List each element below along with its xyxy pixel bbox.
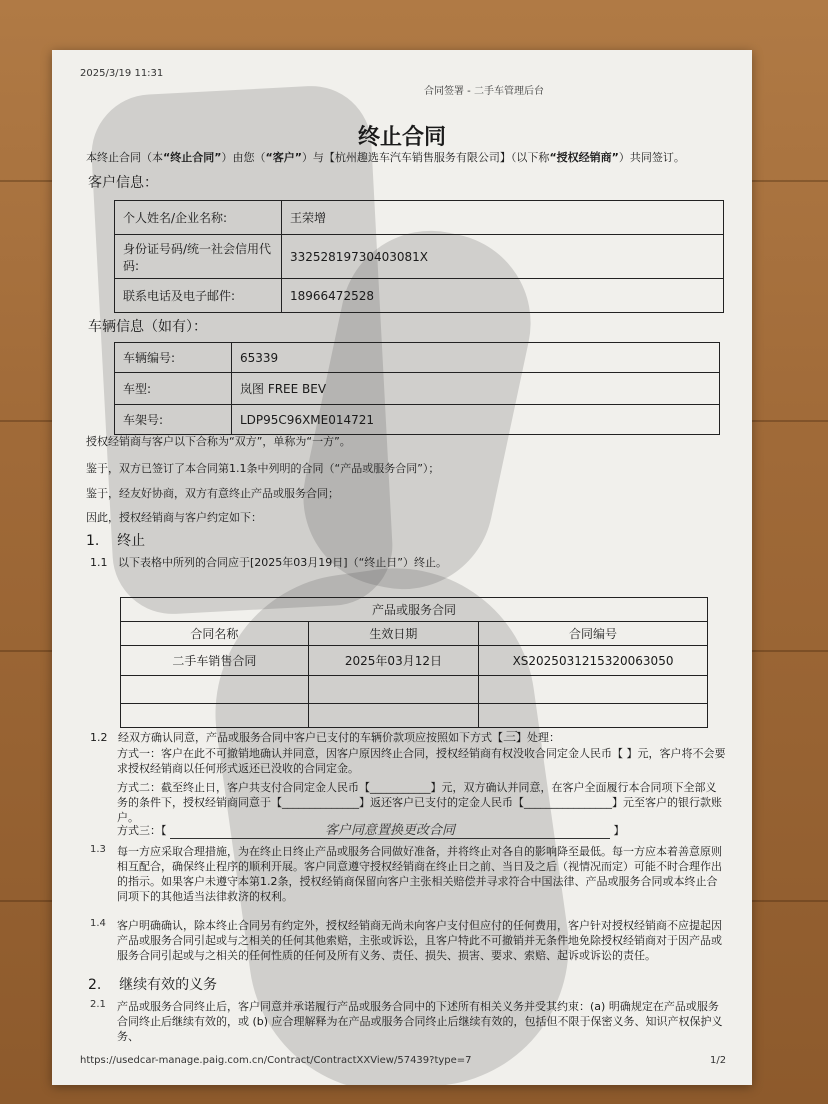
table-row [121,704,708,728]
vehicle-label: 车辆编号: [115,343,232,373]
customer-label: 个人姓名/企业名称: [115,201,282,235]
section-2-heading: 2. 继续有效的义务 [88,977,218,993]
clause-1-2-option-3: 方式三：【 客户同意置换更改合同 】 [117,823,625,838]
contract-list-table [120,597,708,728]
clause-1-1: 1.1 以下表格中所列的合同应于[2025年03月19日]（“终止日”）终止。 [90,556,447,569]
vehicle-label: 车架号: [115,405,232,435]
clause-1-4: 客户明确确认，除本终止合同另有约定外，授权经销商无尚未向客户支付但应付的任何费用，客户针对授权经销商不应提起因产品或服务合同引起或与之相关的任何其他索赔，主张或诉讼，且客户特此不可撤销并无条件地免除授权经销商对于因产品或服务合同引起或与之相关的任何性质的任何及所有义务、责任、损失、损害、要求、索赔、起诉或诉讼的责任。 [117,919,722,962]
clause-1-2-option-1: 方式一：客户在此不可撤销地确认并同意，因客户原因终止合同，授权经销商有权没收合同定金人民币【 】元，客户将不会要求授权经销商以任何形式返还已没收的合同定金。 [117,747,726,775]
vehicle-heading: 车辆信息（如有）： [88,319,207,335]
table-row [115,405,720,435]
table-caption: 产品或服务合同 [121,598,708,622]
table-cell: 二手车销售合同 [121,646,309,676]
table-row [121,646,708,676]
intro-paragraph: 本终止合同（本“终止合同”）由您（“客户”）与【杭州趣选车汽车销售服务有限公司】（以下称“授权经销商”）共同签订。 [86,151,685,164]
table-cell: 2025年03月12日 [308,646,478,676]
vehicle-value: LDP95C96XME014721 [232,405,720,435]
vehicle-value: 岚图 FREE BEV [232,373,720,405]
handwritten-option-3: 客户同意置换更改合同 [170,823,610,839]
table-row [115,279,724,313]
print-datetime: 2025/3/19 11:31 [80,68,164,79]
clause-1-3: 每一方应采取合理措施，为在终止日终止产品或服务合同做好准备，并将终止对各自的影响降至最低。每一方应本着善意原则相互配合，确保终止程序的顺利开展。客户同意遵守授权经销商在终止日之前、当日及之后（视情况而定）可能不时合理作出的指示。如果客户未遵守本第1.2条，授权经销商保留向客户主张相关赔偿并寻求符合中国法律、产品或服务合同或本终止合同项下的其他适当法律救济的权利。 [117,845,722,903]
clause-2-1-number: 2.1 [90,999,106,1010]
section-1-heading: 1. 终止 [86,533,146,549]
column-header: 合同名称 [121,622,309,646]
customer-value: 18966472528 [282,279,724,313]
handwritten-choice: 三 [503,730,517,745]
table-row [115,343,720,373]
table-row [115,201,724,235]
customer-label: 身份证号码/统一社会信用代码: [115,235,282,279]
table-row [121,676,708,704]
recital-4: 因此，授权经销商与客户约定如下： [86,511,262,524]
vehicle-value: 65339 [232,343,720,373]
customer-value: 33252819730403081X [282,235,724,279]
contract-page [52,50,752,1085]
clause-1-2-option-2: 方式二：截至终止日，客户共支付合同定金人民币【___________】元，双方确认并同意，在客户全面履行本合同项下全部义务的条件下，授权经销商同意于【______________】返还客户已支付的定金人民币【________________】元至客户的银行款账户。 [117,781,722,824]
table-row [121,598,708,622]
clause-1-2: 1.2 经双方确认同意，产品或服务合同中客户已支付的车辆价款项应按照如下方式【三】处理： [90,730,561,745]
customer-label: 联系电话及电子邮件: [115,279,282,313]
clause-1-3-number: 1.3 [90,844,106,855]
vehicle-table [114,342,720,435]
table-row [115,373,720,405]
page-title: 终止合同 [357,125,446,150]
table-row [115,235,724,279]
table-cell: XS2025031215320063050 [479,646,708,676]
column-header: 合同编号 [479,622,708,646]
footer-url: https://usedcar-manage.paig.com.cn/Contract/ContractXXView/57439?type=7 [80,1055,472,1066]
system-name: 合同签署 - 二手车管理后台 [424,86,544,97]
customer-heading: 客户信息： [88,175,158,191]
column-header: 生效日期 [308,622,478,646]
vehicle-label: 车型: [115,373,232,405]
clause-1-4-number: 1.4 [90,918,106,929]
table-header-row [121,622,708,646]
clause-2-1: 产品或服务合同终止后，客户同意并承诺履行产品或服务合同中的下述所有相关义务并受其约束：(a) 明确规定在产品或服务合同终止后继续有效的，或 (b) 应合理解释为在产品或服务合同终止后继续有效的，包括但不限于保密义务、知识产权保护义务、 [117,1000,723,1043]
recital-3: 鉴于，经友好协商，双方有意终止产品或服务合同； [86,487,339,500]
recital-1: 授权经销商与客户以下合称为“双方”，单称为“一方”。 [86,435,351,448]
recital-2: 鉴于，双方已签订了本合同第1.1条中列明的合同（“产品或服务合同”）； [86,462,440,475]
customer-table [114,200,724,313]
page-number: 1/2 [710,1055,727,1066]
customer-value: 王荣增 [282,201,724,235]
